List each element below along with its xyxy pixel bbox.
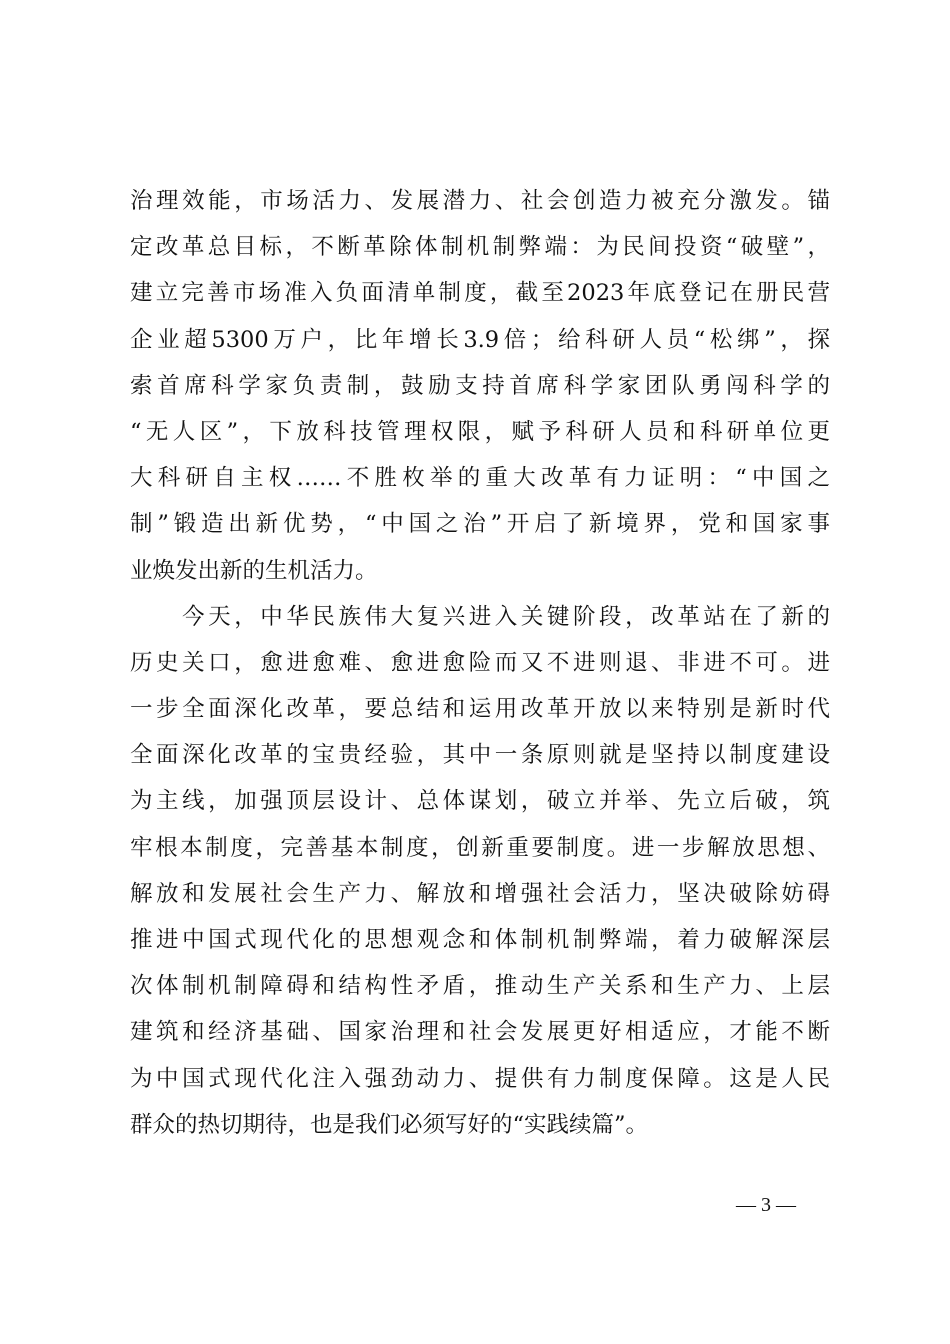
paragraph-1-line: 大科研自主权……不胜枚举的重大改革有力证明：“中国之 bbox=[130, 465, 830, 492]
paragraph-2-line: 为中国式现代化注入强劲动力、提供有力制度保障。这是人民 bbox=[130, 1065, 830, 1092]
paragraph-1-line: 治理效能，市场活力、发展潜力、社会创造力被充分激发。锚 bbox=[130, 188, 830, 214]
paragraph-2-line: 为主线，加强顶层设计、总体谋划，破立并举、先立后破，筑 bbox=[130, 788, 830, 815]
paragraph-2-line: 解放和发展社会生产力、解放和增强社会活力，坚决破除妨碍 bbox=[130, 880, 830, 907]
paragraph-2-line: 历史关口，愈进愈难、愈进愈险而又不进则退、非进不可。进 bbox=[130, 649, 830, 676]
paragraph-2-line: 全面深化改革的宝贵经验，其中一条原则就是坚持以制度建设 bbox=[130, 742, 830, 769]
paragraph-1-last-line: 业焕发出新的生机活力。 bbox=[130, 557, 378, 584]
paragraph-2-last-line: 群众的热切期待，也是我们必须写好的“实践续篇”。 bbox=[130, 1111, 649, 1138]
page-number: — 3 — bbox=[736, 1194, 796, 1216]
paragraph-2-line: 次体制机制障碍和结构性矛盾，推动生产关系和生产力、上层 bbox=[130, 973, 830, 1000]
paragraph-1-line: 企业超5300万户，比年增长3.9倍；给科研人员“松绑”，探 bbox=[130, 326, 830, 353]
paragraph-1-line: “无人区”，下放科技管理权限，赋予科研人员和科研单位更 bbox=[130, 418, 830, 445]
paragraph-1-line: 制”锻造出新优势，“中国之治”开启了新境界，党和国家事 bbox=[130, 511, 830, 538]
paragraph-2-line: 一步全面深化改革，要总结和运用改革开放以来特别是新时代 bbox=[130, 696, 830, 723]
paragraph-2-line: 牢根本制度，完善基本制度，创新重要制度。进一步解放思想、 bbox=[130, 834, 830, 861]
paragraph-2-line: 推进中国式现代化的思想观念和体制机制弊端，着力破解深层 bbox=[130, 927, 830, 953]
paragraph-1-line: 索首席科学家负责制，鼓励支持首席科学家团队勇闯科学的 bbox=[130, 372, 830, 399]
body-text bbox=[130, 178, 830, 1148]
paragraph-1-line: 定改革总目标，不断革除体制机制弊端：为民间投资“破壁”， bbox=[130, 234, 830, 261]
paragraph-1-line: 建立完善市场准入负面清单制度，截至2023年底登记在册民营 bbox=[130, 280, 830, 307]
paragraph-2-first-line: 今天，中华民族伟大复兴进入关键阶段，改革站在了新的 bbox=[130, 603, 830, 630]
paragraph-2-line: 建筑和经济基础、国家治理和社会发展更好相适应，才能不断 bbox=[130, 1019, 830, 1046]
